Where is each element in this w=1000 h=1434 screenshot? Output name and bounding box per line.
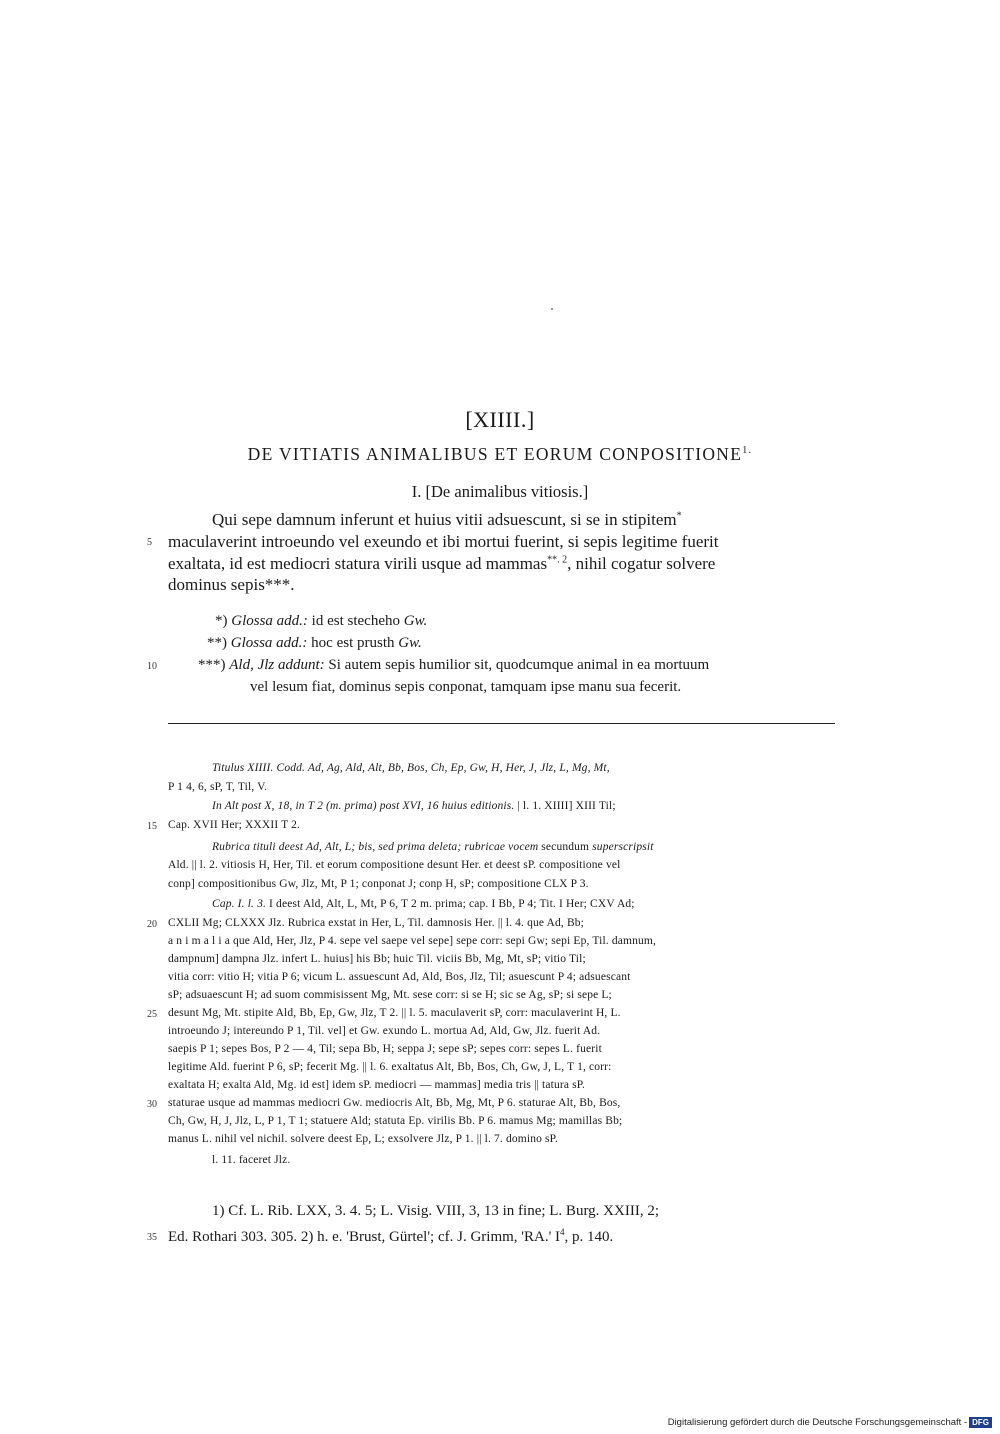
apparatus-line: saepis P 1; sepes Bos, P 2 — 4, Til; sepa Bb, H; seppa J; sepe sP; sepes corr: sepes L. fuerit bbox=[168, 1043, 602, 1055]
stray-dot bbox=[551, 308, 553, 310]
line-number: 30 bbox=[147, 1099, 157, 1110]
apparatus-line: CXLII Mg; CLXXX Jlz. Rubrica exstat in Her, L, Til. damnosis Her. || l. 4. que Ad, Bb; bbox=[168, 917, 585, 929]
apparatus-line: Cap. XVII Her; XXXII T 2. bbox=[168, 819, 301, 831]
line-number: 35 bbox=[147, 1232, 157, 1243]
main-text-line: dominus sepis***. bbox=[168, 575, 295, 594]
apparatus-line: Titulus XIIII. Codd. Ad, Ag, Ald, Alt, Bb, Bos, Ch, Ep, Gw, H, Her, J, Jlz, L, Mg, Mt, bbox=[212, 762, 610, 774]
apparatus-line: P 1 4, 6, sP, T, Til, V. bbox=[168, 781, 268, 793]
main-text-line: maculaverint introeundo vel exeundo et ibi mortui fuerint, si sepis legitime fuerit bbox=[168, 532, 719, 551]
line-number: 5 bbox=[147, 537, 152, 548]
apparatus-line: Cap. I. l. 3. I deest Ald, Alt, L, Mt, P 6, T 2 m. prima; cap. I Bb, P 4; Tit. I Her; CXV Ad; bbox=[212, 898, 635, 910]
apparatus-line: staturae usque ad mammas mediocri Gw. mediocris Alt, Bb, Mg, Mt, P 6. staturae Alt, Bb, Bos, bbox=[168, 1097, 621, 1109]
apparatus-line: exaltata H; exalta Ald, Mg. id est] idem sP. mediocri — mammas] media tris || tatura sP. bbox=[168, 1079, 586, 1091]
gloss-note: **) Glossa add.: hoc est prusth Gw. bbox=[207, 635, 422, 651]
apparatus-line: Rubrica tituli deest Ad, Alt, L; bis, sed prima deleta; rubricae vocem secundum superscripsit bbox=[212, 841, 654, 853]
line-number: 10 bbox=[147, 661, 157, 672]
apparatus-line: dampnum] dampna Jlz. infert L. huius] his Bb; huic Til. viciis Bb, Mg, Mt, sP; vitio Til; bbox=[168, 953, 586, 965]
footnote-ref: 1. bbox=[742, 445, 753, 457]
apparatus-line: manus L. nihil vel nichil. solvere deest Ep, L; exsolvere Jlz, P 1. || l. 7. domino sP. bbox=[168, 1133, 558, 1145]
apparatus-line: a n i m a l i a que Ald, Her, Jlz, P 4. sepe vel saepe vel sepe] sepe corr: sepi Gw; sepi Ep, Til. damnum, bbox=[168, 935, 657, 947]
apparatus-line: sP; adsuaescunt H; ad suom commisissent Mg, Mt. sese corr: si se H; sic se Ag, sP; si sepe L; bbox=[168, 989, 612, 1001]
section-heading: DE VITIATIS ANIMALIBUS ET EORUM $CONPOSITIONE^{1.}$ bbox=[247, 444, 753, 464]
apparatus-line: vitia corr: vitio H; vitia P 6; vicum L. assuescunt Ad, Ald, Bos, Jlz, Til; asuescunt P 4; adsuescant bbox=[168, 971, 631, 983]
main-text-line: Qui sepe damnum inferunt et huius vitii adsuescunt, si se in stipitem* bbox=[212, 510, 682, 529]
apparatus-line: desunt Mg, Mt. stipite Ald, Bb, Ep, Gw, Jlz, T 2. || l. 5. maculaverit sP, corr: maculaverint H, L. bbox=[168, 1007, 621, 1019]
apparatus-line: In Alt post X, 18, in T 2 (m. prima) post XVI, 16 huius editionis. | l. 1. XIIII] XIII Til; bbox=[212, 800, 616, 812]
footnote: Ed. Rothari 303. 305. 2) h. e. 'Brust, Gürtel'; cf. J. Grimm, 'RA.' $I^4$, p. 140. bbox=[168, 1227, 614, 1245]
chapter-subheading: I. [De animalibus vitiosis.] bbox=[411, 482, 589, 501]
main-text-line: exaltata, id est mediocri statura virili usque ad mammas$^{**. 2}$, nihil cogatur solvere bbox=[168, 554, 716, 573]
page-title: [XIIII.] bbox=[465, 407, 535, 432]
dfg-logo: DFG bbox=[969, 1417, 992, 1428]
line-number: 20 bbox=[147, 919, 157, 930]
addition-note-cont: vel lesum fiat, dominus sepis conponat, tamquam ipse manu sua fecerit. bbox=[250, 679, 682, 695]
addition-note: ***) Ald, Jlz addunt: Si autem sepis humilior sit, quodcumque animal in ea mortuum bbox=[198, 657, 710, 673]
line-number: 15 bbox=[147, 821, 157, 832]
apparatus-line: conp] compositionibus Gw, Jlz, Mt, P 1; conponat J; conp H, sP; compositione CLX P 3. bbox=[168, 878, 589, 890]
apparatus-line: l. 11. faceret Jlz. bbox=[212, 1154, 291, 1166]
footnote: 1) Cf. L. Rib. LXX, 3. 4. 5; L. Visig. VIII, 3, 13 in fine; L. Burg. XXIII, 2; bbox=[212, 1203, 659, 1219]
apparatus-line: Ch, Gw, H, J, Jlz, L, P 1, T 1; statuere Ald; statuta Ep. virilis Bb. P 6. mamus Mg; mamillas Bb; bbox=[168, 1115, 623, 1127]
apparatus-line: legitime Ald. fuerint P 6, sP; fecerit Mg. || l. 6. exaltatus Alt, Bb, Bos, Ch, Gw, J, L, T 1, corr: bbox=[168, 1061, 612, 1073]
apparatus-line: Ald. || l. 2. vitiosis H, Her, Til. et eorum compositione desunt Her. et deest sP. compositione vel bbox=[168, 859, 621, 871]
apparatus-line: introeundo J; intereundo P 1, Til. vel] et Gw. exundo L. mortua Ad, Ald, Gw, Jlz. fuerit Ad. bbox=[168, 1025, 601, 1037]
gloss-note: *) Glossa add.: id est stecheho Gw. bbox=[215, 613, 428, 629]
divider-rule bbox=[168, 723, 835, 724]
funding-footer: Digitalisierung gefördert durch die Deutsche Forschungsgemeinschaft - DFG bbox=[668, 1417, 992, 1428]
line-number: 25 bbox=[147, 1009, 157, 1020]
